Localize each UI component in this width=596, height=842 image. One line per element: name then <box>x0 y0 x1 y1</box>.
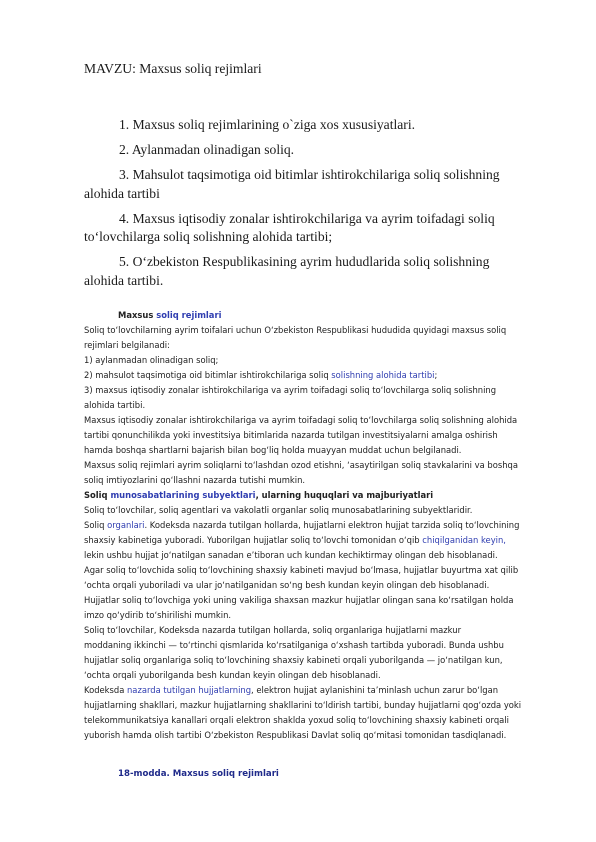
link-solishning-alohida-tartibi[interactable]: solishning alohida tartibi <box>331 370 435 380</box>
paragraph-line <box>84 533 520 548</box>
article-heading: 18-modda. Maxsus soliq rejimlari <box>118 769 279 779</box>
body-text <box>84 308 520 743</box>
paragraph-line: hujjatlar soliq organlariga soliq to‘lovchining shaxsiy kabineti orqali yuborilganda — jo‘natilgan kun, <box>84 655 503 665</box>
paragraph-text: Soliq <box>84 520 108 530</box>
outline-item-4: 4. Maxsus iqtisodiy zonalar ishtirokchilariga va ayrim toifadagi soliq to‘lovchilarga soliq solishning alohida tartibi; <box>84 210 495 244</box>
paragraph-line: soliq imtiyozlarini qo‘llashni nazarda tutishi mumkin. <box>84 475 306 485</box>
paragraph-line: alohida tartibi. <box>84 400 146 410</box>
paragraph-line: imzo qo‘ydirib to‘shirilishi mumkin. <box>84 610 232 620</box>
paragraph-line: tartibi qonunchilikda yoki investitsiya bitimlarida nazarda tutilgan investitsiyalarni amalga oshirish <box>84 430 498 440</box>
paragraph-line: hujjatlarning shakllari, mazkur hujjatlarning shakllarini to‘ldirish tartibi, bunday hujjatlarni qog‘ozda yoki <box>84 700 522 710</box>
paragraph-line: telekommunikatsiya kanallari orqali elektron shaklda yoxud soliq to‘lovchining shaxsiy kabineti orqali <box>84 715 509 725</box>
paragraph-line: Soliq to‘lovchilar, soliq agentlari va vakolatli organlar soliq munosabatlarining subyektlaridir. <box>84 505 473 515</box>
link-nazarda-tutilgan-hujjatlarning[interactable]: nazarda tutilgan hujjatlarning <box>127 685 252 695</box>
link-chiqilganidan-keyin[interactable]: chiqilganidan keyin, <box>422 535 506 545</box>
paragraph-line: moddaning ikkinchi — to‘rtinchi qismlarida ko‘rsatilganiga o‘xshash tartibda yuboradi. Bunda ushbu <box>84 640 504 650</box>
paragraph-text: . Kodeksda nazarda tutilgan hollarda, hujjatlarni elektron hujjat tarzida soliq to‘lovchining <box>144 520 520 530</box>
paragraph-line: ‘ochta orqali yuboriladi va ular jo‘natilganidan so‘ng besh kundan keyin olingan deb hisoblanadi. <box>84 580 490 590</box>
paragraph-text: Kodeksda <box>84 685 127 695</box>
topic-outline <box>84 116 524 297</box>
link-munosabatlarining-subyektlari[interactable]: munosabatlarining subyektlari <box>110 490 256 500</box>
paragraph-line <box>84 683 520 698</box>
paragraph-line: rejimlari belgilanadi: <box>84 340 170 350</box>
heading-text: Soliq <box>84 490 111 500</box>
paragraph-text: shaxsiy kabinetiga yuboradi. Yuborilgan hujjatlar soliq to‘lovchi tomonidan o‘qib <box>84 535 423 545</box>
outline-item-5: 5. O‘zbekiston Respublikasining ayrim hududlarida soliq solishning alohida tartibi. <box>84 254 490 288</box>
paragraph-line: lekin ushbu hujjat jo‘natilgan sanadan e’tiboran uch kundan kechiktirmay olingan deb hisoblanadi. <box>84 550 498 560</box>
paragraph-line: Maxsus soliq rejimlari ayrim soliqlarni to‘lashdan ozod etishni, ‘asaytirilgan soliq stavkalarini va boshqa <box>84 460 518 470</box>
link-organlari[interactable]: organlari <box>107 520 145 530</box>
paragraph-line: hamda boshqa shartlarni bajarish bilan bog‘liq holda muayyan muddat uchun belgilanadi. <box>84 445 462 455</box>
paragraph-line: ‘ochta orqali yuborilganda besh kundan keyin olingan deb hisoblanadi. <box>84 670 381 680</box>
link-soliq-rejimlari[interactable]: soliq rejimlari <box>156 310 222 320</box>
paragraph-line: Maxsus iqtisodiy zonalar ishtirokchilariga va ayrim toifadagi soliq to‘lovchilarga soliq solishning alohida <box>84 415 518 425</box>
section-heading <box>84 308 520 323</box>
outline-item-3: 3. Mahsulot taqsimotiga oid bitimlar ishtirokchilariga soliq solishning alohida tartibi <box>84 167 500 201</box>
subsection-heading <box>84 488 520 503</box>
paragraph-line <box>84 518 520 533</box>
list-item-text: ; <box>434 370 438 380</box>
paragraph-line: Hujjatlar soliq to‘lovchiga yoki uning vakiliga shaxsan mazkur hujjatlar olingan sana ko‘rsatilgan holda <box>84 595 514 605</box>
paragraph-line: yuborish hamda olish tartibi O‘zbekiston Respublikasi Davlat soliq qo‘mitasi tomonidan tasdiqlanadi. <box>84 730 507 740</box>
list-item-text: 2) mahsulot taqsimotiga oid bitimlar ishtirokchilariga soliq <box>84 370 332 380</box>
paragraph-text: , elektron hujjat aylanishini ta’minlash uchun zarur bo‘lgan <box>251 685 499 695</box>
list-item: 3) maxsus iqtisodiy zonalar ishtirokchilariga va ayrim toifadagi soliq to‘lovchilarga soliq solishning <box>84 385 497 395</box>
page-title: MAVZU: Maxsus soliq rejimlari <box>84 61 262 76</box>
outline-item-2: 2. Aylanmadan olinadigan soliq. <box>119 142 295 157</box>
heading-text: , ularning huquqlari va majburiyatlari <box>255 490 434 500</box>
paragraph-line: Soliq to‘lovchilar, Kodeksda nazarda tutilgan hollarda, soliq organlariga hujjatlarni mazkur <box>84 625 462 635</box>
paragraph-line: Soliq to‘lovchilarning ayrim toifalari uchun O‘zbekiston Respublikasi hududida quyidagi maxsus soliq <box>84 325 507 335</box>
list-item: 1) aylanmadan olinadigan soliq; <box>84 355 219 365</box>
list-item <box>84 368 520 383</box>
outline-item-1: 1. Maxsus soliq rejimlarining o`ziga xos xususiyatlari. <box>119 117 416 132</box>
heading-text: Maxsus <box>118 310 157 320</box>
paragraph-line: Agar soliq to‘lovchida soliq to‘lovchining shaxsiy kabineti mavjud bo‘lmasa, hujjatlar buyurtma xat qilib <box>84 565 519 575</box>
